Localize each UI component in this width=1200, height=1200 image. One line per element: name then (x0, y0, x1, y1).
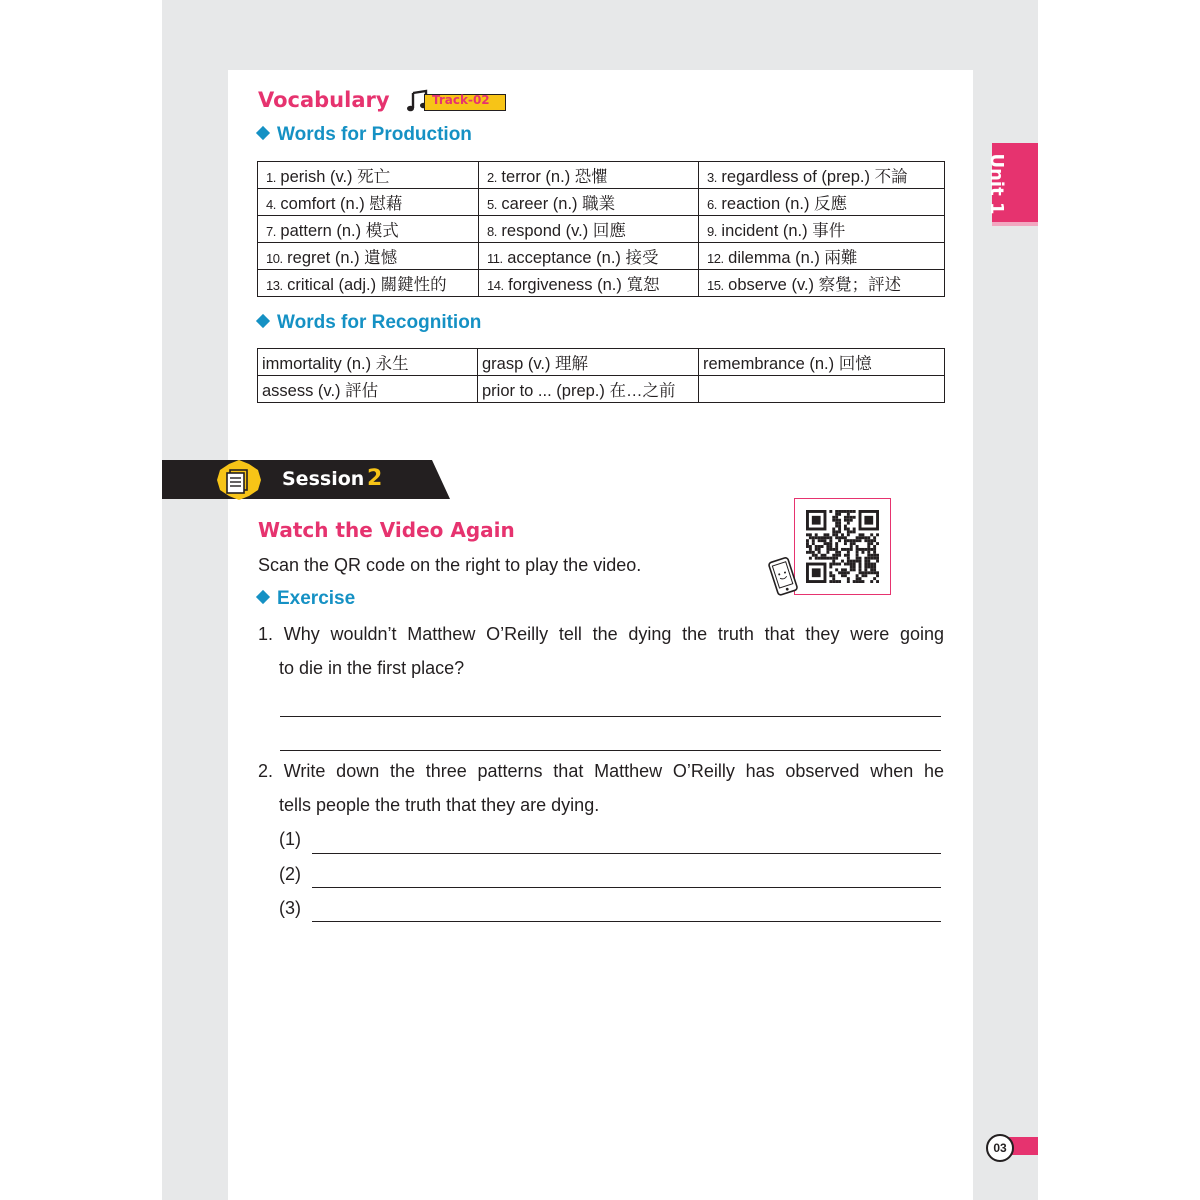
vocab-cell (699, 376, 945, 403)
table-row (258, 243, 945, 270)
recognition-table (257, 348, 945, 403)
vocab-cell (479, 189, 699, 216)
vocab-cell: grasp (v.) 理解 (478, 349, 699, 376)
vocab-cell (699, 216, 945, 243)
recognition-heading: Words for Recognition (258, 312, 481, 334)
vocab-number: 15. (707, 278, 724, 293)
vocab-number: 11. (487, 251, 503, 266)
vocabulary-title: Vocabulary (258, 88, 390, 112)
question-2 (258, 754, 944, 822)
session-label: Session (282, 468, 365, 490)
document-icon (216, 459, 262, 501)
table-row (258, 216, 945, 243)
vocab-word: reaction (n.) 反應 (716, 195, 848, 213)
vocab-word: incident (n.) 事件 (716, 222, 846, 240)
vocab-word: terror (n.) 恐懼 (496, 168, 608, 186)
vocab-word: pattern (n.) 模式 (275, 222, 399, 240)
qr-code[interactable] (794, 498, 891, 595)
vocab-cell (699, 189, 945, 216)
vocab-number: 1. (266, 170, 276, 185)
table-row (258, 270, 945, 297)
unit-side-tab-stripe (992, 222, 1038, 226)
table-row (258, 162, 945, 189)
vocab-cell: assess (v.) 評估 (258, 376, 478, 403)
vocab-cell (479, 243, 699, 270)
vocab-cell (699, 243, 945, 270)
answer-line-1a[interactable] (280, 716, 941, 717)
vocab-cell (258, 189, 479, 216)
page-number: 03 (986, 1134, 1014, 1162)
table-row (258, 376, 945, 403)
vocab-number: 12. (707, 251, 724, 266)
vocab-cell (479, 162, 699, 189)
option-label-3: (3) (279, 898, 301, 918)
production-table (257, 161, 945, 297)
question-2-line-1: 2. Write down the three patterns that Matthew O’Reilly has observed when he (258, 761, 944, 781)
table-row (258, 189, 945, 216)
vocab-cell: prior to ... (prep.) 在…之前 (478, 376, 699, 403)
exercise-heading: Exercise (258, 588, 355, 610)
question-2-line-2: tells people the truth that they are dying. (279, 795, 600, 815)
vocab-cell (479, 270, 699, 297)
vocab-number: 13. (266, 278, 283, 293)
production-heading: Words for Production (258, 124, 472, 146)
vocab-word: dilemma (n.) 兩難 (723, 249, 858, 267)
vocab-number: 5. (487, 197, 497, 212)
vocab-cell (699, 270, 945, 297)
vocab-cell (258, 243, 479, 270)
vocab-cell (699, 162, 945, 189)
vocab-word: career (n.) 職業 (496, 195, 616, 213)
diamond-bullet-icon (256, 126, 270, 140)
vocab-cell (258, 270, 479, 297)
vocab-cell (258, 216, 479, 243)
answer-line-1b[interactable] (280, 750, 941, 751)
vocab-word: observe (v.) 察覺；評述 (723, 276, 902, 294)
audio-track-badge[interactable] (406, 91, 506, 112)
diamond-bullet-icon (256, 590, 270, 604)
watch-video-title: Watch the Video Again (258, 518, 515, 542)
track-label: Track-02 (432, 93, 490, 107)
vocab-cell: remembrance (n.) 回憶 (699, 349, 945, 376)
vocab-number: 8. (487, 224, 497, 239)
table-row (258, 349, 945, 376)
option-label-1: (1) (279, 829, 301, 849)
option-label-2: (2) (279, 864, 301, 884)
diamond-bullet-icon (256, 314, 270, 328)
vocab-word: perish (v.) 死亡 (275, 168, 391, 186)
qr-code-icon (806, 510, 879, 583)
vocab-number: 10. (266, 251, 283, 266)
vocab-cell (479, 216, 699, 243)
vocab-cell: immortality (n.) 永生 (258, 349, 478, 376)
question-1-line-2: to die in the first place? (279, 658, 465, 678)
vocab-cell (258, 162, 479, 189)
session-number: 2 (367, 466, 383, 491)
answer-line-2-3[interactable] (312, 921, 941, 922)
answer-line-2-1[interactable] (312, 853, 941, 854)
vocab-number: 3. (707, 170, 717, 185)
scan-instruction: Scan the QR code on the right to play the video. (258, 555, 642, 575)
question-1 (258, 617, 944, 685)
vocab-number: 14. (487, 278, 504, 293)
vocab-word: regret (n.) 遺憾 (282, 249, 398, 267)
unit-side-tab-label: Unit 1 (986, 153, 1007, 215)
vocab-word: comfort (n.) 慰藉 (275, 195, 403, 213)
vocab-number: 4. (266, 197, 276, 212)
vocab-number: 9. (707, 224, 717, 239)
smartphone-icon (764, 555, 804, 597)
vocab-number: 6. (707, 197, 717, 212)
vocab-word: critical (adj.) 關鍵性的 (282, 276, 447, 294)
answer-line-2-2[interactable] (312, 887, 941, 888)
vocab-word: forgiveness (n.) 寬恕 (503, 276, 660, 294)
question-1-line-1: 1. Why wouldn’t Matthew O’Reilly tell the dying the truth that they were going (258, 624, 944, 644)
vocab-word: acceptance (n.) 接受 (502, 249, 659, 267)
vocab-number: 2. (487, 170, 497, 185)
vocab-number: 7. (266, 224, 276, 239)
vocab-word: regardless of (prep.) 不論 (716, 168, 908, 186)
vocab-word: respond (v.) 回應 (496, 222, 626, 240)
